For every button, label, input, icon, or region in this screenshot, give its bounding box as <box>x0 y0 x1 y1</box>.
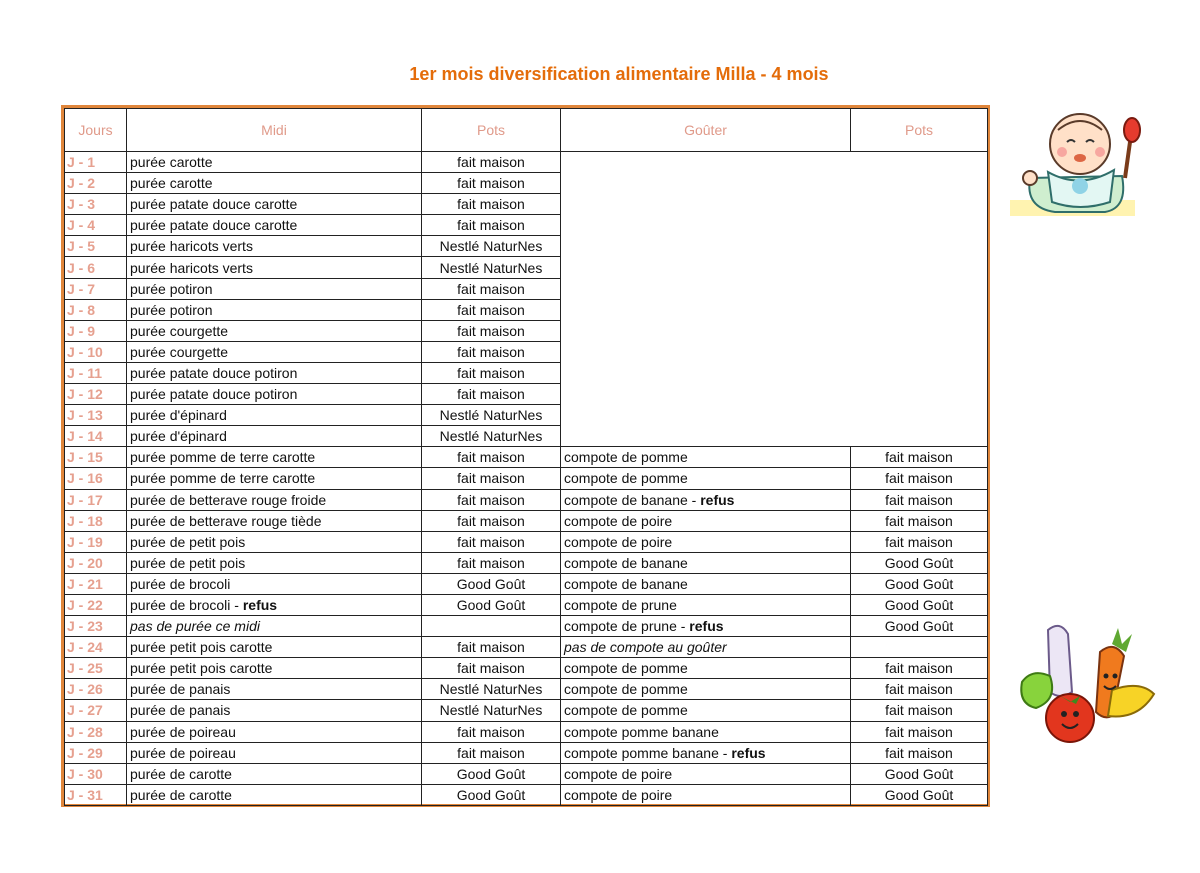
pots-gouter-cell: Good Goût <box>851 763 988 784</box>
day-cell: J - 1 <box>65 152 127 173</box>
midi-cell-text: purée courgette <box>130 343 229 360</box>
midi-cell <box>127 194 422 215</box>
day-cell: J - 18 <box>65 510 127 531</box>
gouter-cell <box>561 679 851 700</box>
midi-cell-text: purée de petit pois <box>130 533 246 550</box>
midi-cell-text: purée pomme de terre carotte <box>130 449 316 466</box>
midi-cell-text: purée patate douce potiron <box>130 364 298 381</box>
midi-cell <box>127 784 422 805</box>
midi-cell-text: purée patate douce carotte <box>130 217 298 234</box>
midi-cell-text: purée patate douce carotte <box>130 196 298 213</box>
gouter-cell <box>561 447 851 468</box>
midi-cell <box>127 152 422 173</box>
day-cell: J - 8 <box>65 299 127 320</box>
header-jours: Jours <box>65 109 127 152</box>
midi-cell-text: purée petit pois carotte <box>130 660 273 677</box>
gouter-empty-block <box>561 152 988 447</box>
pots-midi-cell: fait maison <box>422 721 561 742</box>
pots-midi-cell: Nestlé NaturNes <box>422 679 561 700</box>
table-row <box>65 616 988 637</box>
pots-midi-cell <box>422 616 561 637</box>
midi-cell <box>127 173 422 194</box>
diversification-table-frame <box>61 105 990 807</box>
day-cell: J - 13 <box>65 405 127 426</box>
header-midi: Midi <box>127 109 422 152</box>
gouter-cell <box>561 616 851 637</box>
day-cell: J - 20 <box>65 552 127 573</box>
pots-gouter-cell: fait maison <box>851 468 988 489</box>
pots-midi-cell: fait maison <box>422 194 561 215</box>
day-cell: J - 2 <box>65 173 127 194</box>
pots-midi-cell: Nestlé NaturNes <box>422 426 561 447</box>
midi-cell <box>127 552 422 573</box>
baby-eating-icon <box>1010 108 1160 220</box>
gouter-cell <box>561 573 851 594</box>
midi-cell-text: purée patate douce potiron <box>130 386 298 403</box>
pots-midi-cell: Nestlé NaturNes <box>422 700 561 721</box>
day-cell: J - 23 <box>65 616 127 637</box>
gouter-cell-text: compote pomme banane <box>564 723 719 740</box>
midi-cell <box>127 384 422 405</box>
pots-midi-cell: Good Goût <box>422 784 561 805</box>
pots-gouter-cell: fait maison <box>851 700 988 721</box>
midi-cell-text: purée carotte <box>130 154 213 171</box>
midi-cell-text: purée potiron <box>130 301 213 318</box>
gouter-cell-text: compote de pomme <box>564 470 688 487</box>
midi-cell-text: purée d'épinard <box>130 428 227 445</box>
table-row <box>65 721 988 742</box>
gouter-cell <box>561 763 851 784</box>
midi-cell-text: purée de brocoli - <box>130 597 243 614</box>
pots-midi-cell: fait maison <box>422 299 561 320</box>
pots-midi-cell: fait maison <box>422 531 561 552</box>
day-cell: J - 25 <box>65 658 127 679</box>
table-row <box>65 447 988 468</box>
table-row <box>65 510 988 531</box>
table-row <box>65 637 988 658</box>
midi-cell-text: purée petit pois carotte <box>130 639 273 656</box>
day-cell: J - 29 <box>65 742 127 763</box>
midi-cell-text: purée haricots verts <box>130 259 253 276</box>
day-cell: J - 5 <box>65 236 127 257</box>
pots-gouter-cell: fait maison <box>851 447 988 468</box>
midi-cell-text: purée potiron <box>130 280 213 297</box>
gouter-cell <box>561 784 851 805</box>
midi-cell <box>127 658 422 679</box>
midi-cell <box>127 573 422 594</box>
day-cell: J - 21 <box>65 573 127 594</box>
table-row <box>65 742 988 763</box>
pots-gouter-cell: fait maison <box>851 721 988 742</box>
midi-cell-text: purée de brocoli <box>130 575 231 592</box>
midi-cell <box>127 700 422 721</box>
table-row <box>65 552 988 573</box>
table-row <box>65 489 988 510</box>
day-cell: J - 16 <box>65 468 127 489</box>
pots-gouter-cell: fait maison <box>851 658 988 679</box>
day-cell: J - 31 <box>65 784 127 805</box>
pots-midi-cell: fait maison <box>422 362 561 383</box>
midi-cell-text: purée de betterave rouge froide <box>130 491 327 508</box>
gouter-cell <box>561 552 851 573</box>
gouter-cell-text: compote de poire <box>564 533 673 550</box>
gouter-cell <box>561 489 851 510</box>
midi-cell-text: purée de poireau <box>130 723 236 740</box>
day-cell: J - 14 <box>65 426 127 447</box>
midi-cell <box>127 742 422 763</box>
midi-cell-text: purée de carotte <box>130 786 232 803</box>
day-cell: J - 26 <box>65 679 127 700</box>
gouter-cell-text: compote de pomme <box>564 449 688 466</box>
gouter-cell <box>561 594 851 615</box>
gouter-cell-text: compote de pomme <box>564 660 688 677</box>
midi-cell <box>127 721 422 742</box>
pots-gouter-cell: Good Goût <box>851 616 988 637</box>
table-row <box>65 784 988 805</box>
pots-gouter-cell: Good Goût <box>851 594 988 615</box>
midi-cell-text: purée de petit pois <box>130 554 246 571</box>
pots-midi-cell: fait maison <box>422 552 561 573</box>
gouter-cell <box>561 742 851 763</box>
pots-midi-cell: fait maison <box>422 278 561 299</box>
midi-cell <box>127 637 422 658</box>
midi-cell <box>127 489 422 510</box>
pots-midi-cell: fait maison <box>422 173 561 194</box>
table-row <box>65 531 988 552</box>
midi-cell <box>127 362 422 383</box>
pots-midi-cell: fait maison <box>422 215 561 236</box>
day-cell: J - 27 <box>65 700 127 721</box>
day-cell: J - 22 <box>65 594 127 615</box>
midi-cell <box>127 341 422 362</box>
midi-cell-text: purée pomme de terre carotte <box>130 470 316 487</box>
header-pots-midi: Pots <box>422 109 561 152</box>
midi-cell-text: purée de poireau <box>130 744 236 761</box>
pots-midi-cell: Nestlé NaturNes <box>422 236 561 257</box>
midi-cell-text: purée de carotte <box>130 765 232 782</box>
pots-gouter-cell: Good Goût <box>851 552 988 573</box>
gouter-cell-text: compote de banane <box>564 575 688 592</box>
midi-cell <box>127 447 422 468</box>
gouter-cell <box>561 700 851 721</box>
pots-midi-cell: fait maison <box>422 489 561 510</box>
midi-cell <box>127 594 422 615</box>
midi-cell <box>127 616 422 637</box>
gouter-cell <box>561 637 851 658</box>
gouter-cell <box>561 510 851 531</box>
pots-midi-cell: fait maison <box>422 468 561 489</box>
diversification-table <box>64 108 988 806</box>
gouter-cell-text: compote de poire <box>564 765 673 782</box>
pots-midi-cell: fait maison <box>422 742 561 763</box>
day-cell: J - 6 <box>65 257 127 278</box>
gouter-cell-text: compote de banane - <box>564 491 701 508</box>
day-cell: J - 3 <box>65 194 127 215</box>
midi-cell-text: purée de panais <box>130 702 231 719</box>
pots-midi-cell: fait maison <box>422 658 561 679</box>
midi-cell <box>127 426 422 447</box>
gouter-cell <box>561 468 851 489</box>
midi-cell-text: purée d'épinard <box>130 407 227 424</box>
gouter-cell <box>561 531 851 552</box>
midi-cell <box>127 257 422 278</box>
midi-cell <box>127 215 422 236</box>
day-cell: J - 19 <box>65 531 127 552</box>
midi-cell <box>127 679 422 700</box>
gouter-cell <box>561 721 851 742</box>
midi-cell-text: purée courgette <box>130 322 229 339</box>
day-cell: J - 17 <box>65 489 127 510</box>
day-cell: J - 24 <box>65 637 127 658</box>
table-row <box>65 679 988 700</box>
header-gouter: Goûter <box>561 109 851 152</box>
gouter-cell-text: compote de pomme <box>564 702 688 719</box>
table-row <box>65 658 988 679</box>
vegetables-cartoon-icon <box>1012 620 1160 748</box>
page-title: 1er mois diversification alimentaire Milla - 4 mois <box>409 64 829 84</box>
pots-gouter-cell: fait maison <box>851 742 988 763</box>
pots-gouter-cell: fait maison <box>851 489 988 510</box>
gouter-cell-text: pas de compote au goûter <box>564 639 727 656</box>
midi-cell-text: purée de panais <box>130 681 231 698</box>
pots-gouter-cell: fait maison <box>851 679 988 700</box>
table-row <box>65 152 988 173</box>
pots-gouter-cell: fait maison <box>851 510 988 531</box>
pots-midi-cell: fait maison <box>422 510 561 531</box>
gouter-cell <box>561 658 851 679</box>
gouter-cell-text: compote de prune <box>564 597 677 614</box>
day-cell: J - 11 <box>65 362 127 383</box>
midi-cell-text: purée carotte <box>130 175 213 192</box>
pots-midi-cell: fait maison <box>422 447 561 468</box>
pots-midi-cell: Good Goût <box>422 763 561 784</box>
pots-midi-cell: Good Goût <box>422 573 561 594</box>
table-row <box>65 763 988 784</box>
gouter-cell-text: compote pomme banane - <box>564 744 732 761</box>
pots-gouter-cell: fait maison <box>851 531 988 552</box>
pots-gouter-cell <box>851 637 988 658</box>
pots-midi-cell: fait maison <box>422 384 561 405</box>
table-row <box>65 468 988 489</box>
gouter-cell-text: compote de prune - <box>564 618 690 635</box>
midi-cell-text: purée de betterave rouge tiède <box>130 512 322 529</box>
day-cell: J - 30 <box>65 763 127 784</box>
midi-cell <box>127 468 422 489</box>
refus-label: refus <box>689 618 724 635</box>
gouter-cell-text: compote de pomme <box>564 681 688 698</box>
refus-label: refus <box>731 744 766 761</box>
table-header-row <box>65 109 988 152</box>
day-cell: J - 7 <box>65 278 127 299</box>
pots-midi-cell: Nestlé NaturNes <box>422 405 561 426</box>
midi-cell <box>127 531 422 552</box>
midi-cell <box>127 278 422 299</box>
midi-cell <box>127 510 422 531</box>
day-cell: J - 4 <box>65 215 127 236</box>
pots-midi-cell: fait maison <box>422 152 561 173</box>
refus-label: refus <box>242 597 278 614</box>
pots-gouter-cell: Good Goût <box>851 573 988 594</box>
midi-cell <box>127 299 422 320</box>
table-row <box>65 594 988 615</box>
pots-midi-cell: Nestlé NaturNes <box>422 257 561 278</box>
gouter-cell-text: compote de poire <box>564 512 673 529</box>
day-cell: J - 10 <box>65 341 127 362</box>
midi-cell <box>127 236 422 257</box>
day-cell: J - 9 <box>65 320 127 341</box>
table-row <box>65 700 988 721</box>
gouter-cell-text: compote de poire <box>564 786 673 803</box>
day-cell: J - 12 <box>65 384 127 405</box>
midi-cell <box>127 320 422 341</box>
midi-cell <box>127 405 422 426</box>
midi-cell-text: pas de purée ce midi <box>130 618 260 635</box>
pots-midi-cell: fait maison <box>422 341 561 362</box>
pots-midi-cell: fait maison <box>422 637 561 658</box>
day-cell: J - 28 <box>65 721 127 742</box>
day-cell: J - 15 <box>65 447 127 468</box>
pots-midi-cell: Good Goût <box>422 594 561 615</box>
gouter-cell-text: compote de banane <box>564 554 688 571</box>
pots-midi-cell: fait maison <box>422 320 561 341</box>
refus-label: refus <box>700 491 735 508</box>
header-pots-gouter: Pots <box>851 109 988 152</box>
table-row <box>65 573 988 594</box>
pots-gouter-cell: Good Goût <box>851 784 988 805</box>
midi-cell <box>127 763 422 784</box>
midi-cell-text: purée haricots verts <box>130 238 253 255</box>
